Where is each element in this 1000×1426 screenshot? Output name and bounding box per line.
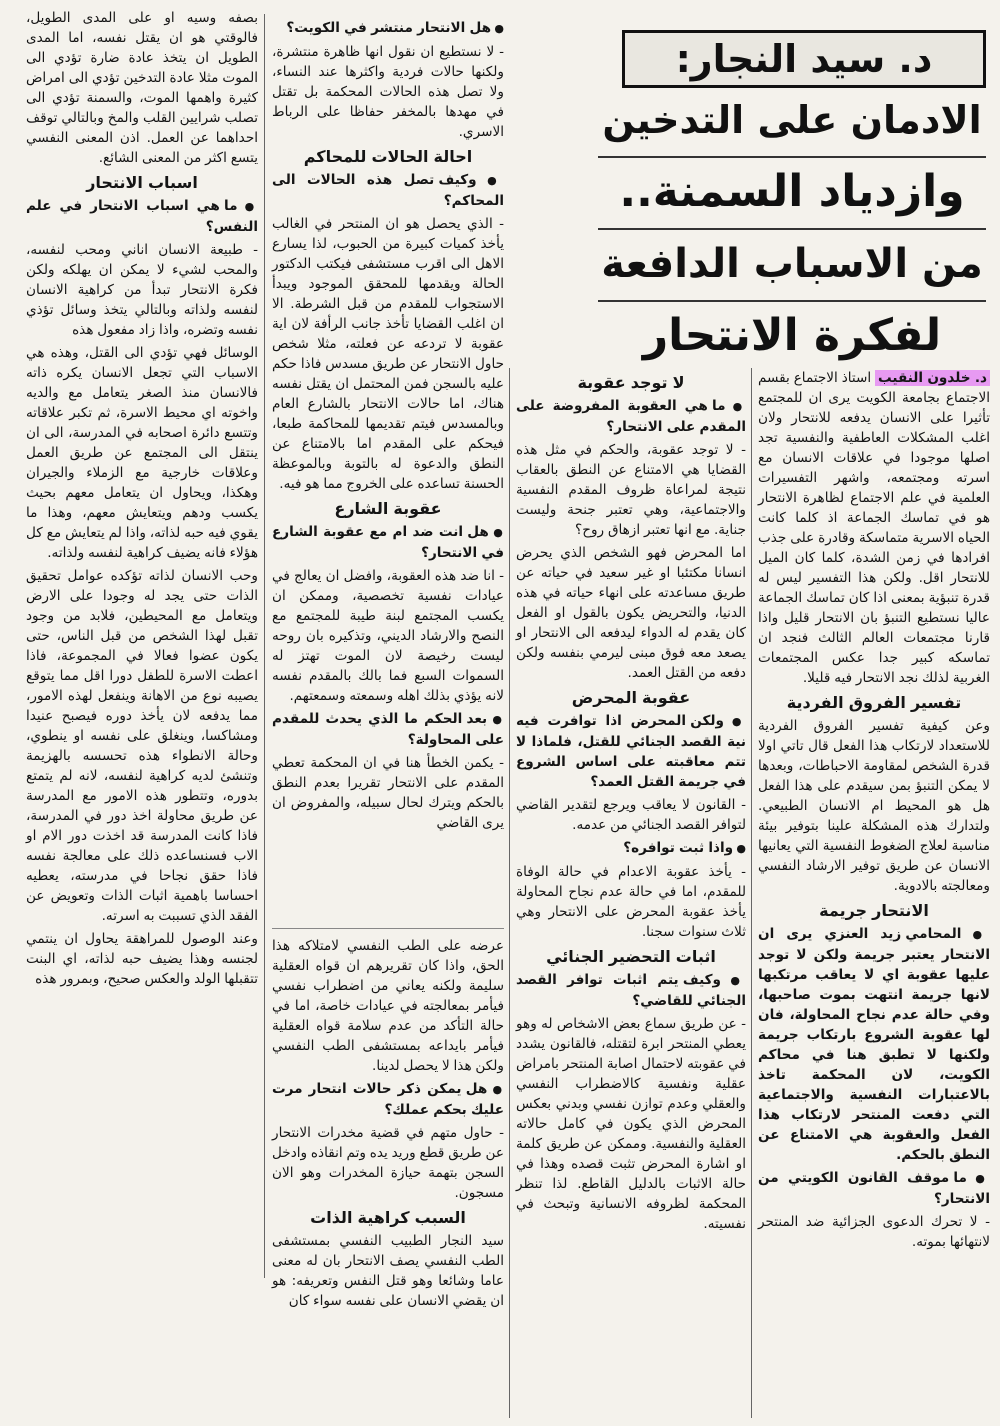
question-causes: ● ما هي اسباب الانتحار في علم النفس؟ [26, 196, 258, 237]
column-2 [516, 368, 746, 1237]
paragraph-lawyer: ● المحامي زيد العنزي يرى ان الانتحار يعتبر جريمة ولكن لا توجد عليها عقوبة اي لا يعاقب مرتكبها لانها جريمة انتهت بموت صاحبها، وفي حالة عدم نجاح المحاولة، فان لها عقوبة الشروع بارتكاب جريمة ولكنها لا تطبق هنا في محاكم الكويت، لان المحكمة تاخذ بالاعتبارات النفسية والاجتماعية التي دفعت المنتحر لارتكاب هذا الفعل والعقوبة هي الامتناع عن النطق بالحكم. [758, 924, 990, 1165]
question-law: ● ما موقف القانون الكويتي من الانتحار؟ [758, 1168, 990, 1209]
subheading-courts: احالة الحالات للمحاكم [303, 147, 473, 166]
column-divider [751, 368, 752, 1418]
subheading-causes: اسباب الانتحار [86, 173, 198, 192]
headline-rule [598, 228, 986, 230]
column-3 [272, 18, 504, 836]
column-divider [264, 14, 265, 1278]
answer-law: - لا تحرك الدعوى الجزائية ضد المنتحر لانتهائها بموته. [758, 1214, 990, 1250]
answer-courts: - الذي يحصل هو ان المنتحر في الغالب يأخذ كميات كبيرة من الحبوب، لذا يسارع الاهل الى اقرب مستشفى فيكتب الدكتور الحالة ويقدمها للمحقق الموجود ويبدأ الاستجواب للمقدم من قبل الشرطة. الا ان اغلب القضايا تأخذ جانب الرأفة لان اية عقوبة لا تردعه عن فعلته، مثلا شخص حاول الانتحار عن طريق مسدس فاذا حكم عليه بالسجن فمن المحتمل ان يقتل نفسه هناك، اما حالات الانتحار بالشارع العام وبالمسدس فيتم تقديمها للمحاكمة طبعا، فيحكم على المقدم اما بالامتناع عن النطق والدعوة له بالتوبة وبالموعظة الحسنة تساعده على الخروج مما هو فيه. [272, 216, 504, 492]
answer-proven: - يأخذ عقوبة الاعدام في حالة الوفاة للمقدم، اما في حالة عدم نجاح المحاولة يأخذ عقوبة المحرض على الانتحار وهي ثلاث سنوات سجنا. [516, 864, 746, 940]
subheading-proof: اثبات التحضير الجنائي [546, 947, 716, 966]
headline-rule [598, 300, 986, 302]
answer-causes: - طبيعة الانسان اناني ومحب لنفسه، والمحب لشيء لا يمكن ان يهلكه ولكن فكرة الانتحار تبدأ من كراهية الانسان لنفسه ولذاته وبالتالي يتخذ وسائل تؤذي نفسه وتضره، واذا زاد مفعول هذه [26, 242, 258, 338]
subheading-self-hate: السبب كراهية الذات [310, 1208, 466, 1227]
intro-text: استاذ الاجتماع بقسم الاجتماع بجامعة الكويت يرى ان للمجتمع تأثيرا على الانسان يدفعه للانتحار ولان اغلب المشكلات العاطفية والنفسية تجد اصلها موجودا في علاقات الانسان مع اسرته ومجتمعه، واشهر التفسيرات العلمية في علم الاجتماع لظاهرة الانتحار هو في تماسك الجماعة اذ كلما كانت الحياه الاسرية متماسكة وقادرة على جذب افرادها في زمن الشدة، كلما كان الميل للانتحار اقل. ولكن هذا التفسير ليس له قدرة تنبؤية بمعنى اذا كان تماسك الجماعة عاليا نستطيع التنبؤ بان الانتحار قليل واذا قارنا مجتمعات العالم الثالث فنجد ان تماسكه كبير جدا عكس المجتمعات الغربية لذلك نجد الانتحار فيه قليلا. [758, 370, 990, 686]
paragraph-means: الوسائل فهي تؤدي الى القتل، وهذه هي الاسباب التي تجعل الانسان يكره ذاته فالانسان منذ الصغر يتعامل مع والديه واخوته اي محيط الاسرة، ثم تكبر علاقاته وتتسع دائرة اصحابه في المدرسة، الى ان ينتقل الى المجتمع عن طريق العمل وعلاقات خارجية مع الزملاء والجيران وهكذا، ويحاول ان يتعامل معهم بحيث يكسب ودهم ويتعايش معهم، وهذا ما يقوي فيه حبه لذاته، واذا لم يتعايش مع كل هؤلاء فانه يضيف كراهية لنفسه ولذاته. [26, 345, 258, 561]
paragraph-inciter: اما المحرض فهو الشخص الذي يحرض انسانا مكتئبا او غير سعيد في حياته عن طريق مساعدته على انهاء حياته في هذه الدنيا، والتحريض يكون بالقول او الفعل كان يقدم له الدواء ليدفعه الى الانتحار او يصعد معه فوق مبنى ليرمي بنفسه ولكن دفعه من القتل العمد. [516, 545, 746, 681]
row-divider [272, 928, 504, 929]
question-inciter-penalty: ● ولكن المحرض اذا توافرت فيه نية القصد الجنائي للقتل، فلماذا لا تتم معاقبته على اساس الشروع في جريمة القتل العمد؟ [516, 711, 746, 792]
question-proven: ● واذا ثبت توافره؟ [516, 838, 746, 859]
column-1 [758, 368, 990, 1255]
headline-line-1: الادمان على التدخين [602, 98, 982, 142]
headline-rule [598, 156, 986, 158]
answer-street-penalty: - انا ضد هذه العقوبة، وافضل ان يعالج في عيادات نفسية تخصصية، وممكن ان يكسب المجتمع لبنة طيبة للمجتمع مع النصح والارشاد الديني، وتذكيره بان روحه ليست رخيصة لان الموت تهتز له السموات السبع فما بالك بالمقدم نفسه لانه يؤذي بذلك اهله وسمعته وسمعتهم. [272, 568, 504, 704]
paragraph-opening: بصفه وسيه او على المدى الطويل، فالوقتي هو ان يقتل نفسه، اما المدى الطويل ان يتخذ عادة ضارة تؤدي الى الموت مثلا عادة التدخين تؤدي الى امراض كثيرة واهمها الموت، والسمنة تؤدي الى تصلب شرايين القلب والمخ وبالتالي توقف احداهما عن العمل. اذن المعنى النفسي يتسع اكثر من المعنى الشائع. [26, 10, 258, 166]
question-street-penalty: ● هل انت ضد ام مع عقوبة الشارع في الانتحار؟ [272, 522, 504, 563]
paragraph-self-love: وحب الانسان لذاته تؤكده عوامل تحقيق الذات حتى يجد له وجودا على الارض ويتعامل مع المحيطين، فلابد من وجود تقبل لهذا الشخص من قبل الناس، حتى يكون عضوا فعالا في المجموعة، فاذا اعطت الاسرة للطفل دورا اقل مما يتوقع يصيبه نوع من الاهانة وينفعل لهذه الامور، مما يدفعه لان يأخذ دوره فيصبح عنيدا ومشاكسا، وينغلق على نفسه او ينطوي، وحالة الانطواء هذه تحسسه بالهزيمة وتنشئ لديه كراهية لنفسه، لانه لم يتمتع بدوره، وتتطور هذه الامور مع المدرسة عن طريق محاولة اخذ دور في المدرسة، فاذا كانت المدرسة قد اخذت دور الام او الاب فسنساعده ذلك على معالجة نفسه فاذا حقق نجاحا في مدرسته، يعطيه احساسا باهمية اثبات الذات وتعويض عن الفقد الذي تسببت به اسرته. [26, 568, 258, 924]
subheading-no-punishment: لا توجد عقوبة [577, 373, 685, 392]
paragraph-individual: وعن كيفية تفسير الفروق الفردية للاستعداد لارتكاب هذا الفعل قال تاتي اولا قدرة الشخص لمقاومة الاحباطات، وبعدها لا يمكن التنبؤ بمن سيقدم على هذا الفعل هل هو المحيط ام الانسان الطبيعي. ولتدارك هذه المشكلة علينا بتوفير بيئة مناسبة لعلاج الضغوط النفسية التي يعانيها الانسان عن طريق توفير الارشاد النفسي ومعالجته بالادوية. [758, 718, 990, 894]
headline-line-3: من الاسباب الدافعة [601, 241, 983, 287]
question-proof: ● وكيف يتم اثبات توافر القصد الجنائي للقاضي؟ [516, 970, 746, 1011]
headline-block [598, 30, 986, 362]
question-cases: ● هل يمكن ذكر حالات انتحار مرت عليك بحكم عملك؟ [272, 1079, 504, 1120]
headline-author: د. سيد النجار: [622, 30, 986, 88]
subheading-street-penalty: عقوبة الشارع [334, 499, 442, 518]
subheading-crime: الانتحار جريمة [819, 901, 929, 920]
answer-punishment: - لا توجد عقوبة، والحكم في مثل هذه القضايا هي الامتناع عن النطق بالعقاب نتيجة لمراعاة ظروف المقدم النفسية والاجتماعية، وهي تعتبر جنحة وليست جناية. مع انها تعتبر ازهاق روح؟ [516, 442, 746, 538]
headline-line-4: لفكرة الانتحار [642, 310, 942, 361]
question-spread: ● هل الانتحار منتشر في الكويت؟ [272, 18, 504, 39]
column-4 [26, 8, 258, 992]
column-divider [509, 368, 510, 1418]
intro-paragraph [758, 368, 990, 688]
paragraph-continued: عرضه على الطب النفسي لامتلاكه هذا الحق، واذا كان تقريرهم ان قواه العقلية سليمة ولكنه يعاني من اضطراب نفسي فيأمر بمعالجته في عيادات خاصة، اما في حالة التأكد من عدم سلامة قواه العقلية فيأمر بايداعه بمستشفى الطب النفسي ولكن هذا لا يحصل لدينا. [272, 938, 504, 1074]
subheading-individual: تفسير الفروق الفردية [786, 693, 962, 712]
answer-spread: - لا نستطيع ان نقول انها ظاهرة منتشرة، ولكنها حالات فردية واكثرها عند النساء، ولا تصل هذه الحالات المحكمة بل تقتل في مهدها بالمخفر حفاظا على الرباط الاسري. [272, 44, 504, 140]
paragraph-teen: وعند الوصول للمراهقة يحاول ان ينتمي لجنسه وهذا يضيف حبه لذاته، اي البنت تتقبلها الولد والعكس صحيح، وبمرور هذه [26, 931, 258, 987]
column-3-lower [272, 936, 504, 1314]
answer-after-verdict: - يكمن الخطأ هنا في ان المحكمة تعطي المقدم على الانتحار تقريرا بعدم النطق بالحكم ويترك لحال سبيله، والمفروض ان يرى القاضي [272, 755, 504, 831]
highlighted-name: د. خلدون النقيب [875, 370, 990, 386]
answer-proof: - عن طريق سماع بعض الاشخاص له وهو يعطي المنتحر ابرة لتقتله، فالقانون يشدد في عقوبته لاحتمال اصابة المنتحر بامراض عقلية ونفسية كالاضطراب النفسي والعقلي وعدم توازن نفسي وبدني بعكس المحرض الذي يكون في كامل حالاته العقلية والنفسية. وممكن عن طريق كلمة او اشارة المحرض تثبت قصده وهذا في حالة الاثبات بالدليل القاطع. لذا تنظر المحكمة لظروفه الانسانية وتبحث في نفسيته. [516, 1016, 746, 1232]
headline-line-2: وازدياد السمنة.. [619, 166, 965, 217]
question-punishment: ● ما هي العقوبة المفروضة على المقدم على الانتحار؟ [516, 396, 746, 437]
question-after-verdict: ● بعد الحكم ما الذي يحدث للمقدم على المحاولة؟ [272, 709, 504, 750]
answer-cases: - حاول متهم في قضية مخدرات الانتحار عن طريق قطع وريد يده وتم انقاذه وادخل السجن بتهمة حيازة المخدرات وهو الان مسجون. [272, 1125, 504, 1201]
subheading-inciter-penalty: عقوبة المحرض [571, 688, 691, 707]
answer-inciter-penalty: - القانون لا يعاقب ويرجع لتقدير القاضي لتوافر القصد الجنائي من عدمه. [516, 797, 746, 833]
paragraph-self-hate: سيد النجار الطبيب النفسي بمستشفى الطب النفسي يصف الانتحار بان له معنى عاما وشائعا وهو قتل النفس وتعريفه: هو ان يقضي الانسان على نفسه سواء كان [272, 1233, 504, 1309]
question-courts: ● وكيف تصل هذه الحالات الى المحاكم؟ [272, 170, 504, 211]
